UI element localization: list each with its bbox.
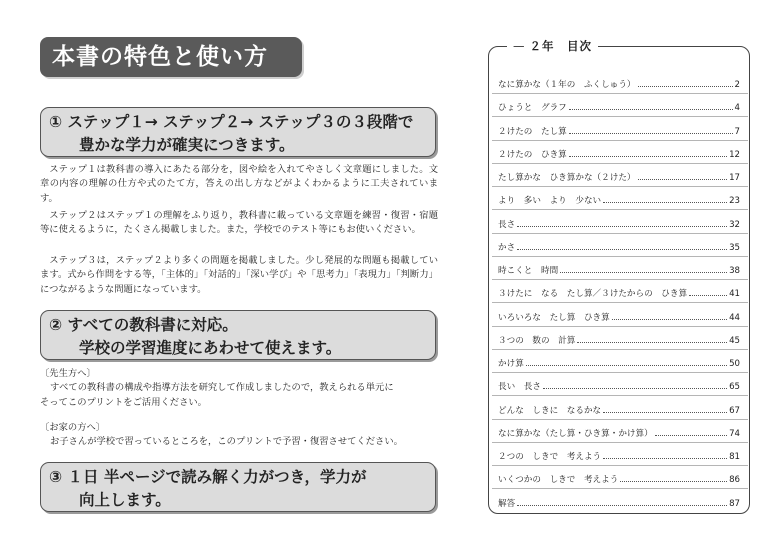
toc-item-page: 17 [729,173,740,183]
step1-heading-line1: ① ステップ１→ ステップ２→ ステップ３の３段階で [49,113,414,131]
toc-item-page: 41 [729,289,740,300]
parent-note-label: 〔お家の方へ〕 [40,422,106,433]
toc-item[interactable] [498,400,740,416]
toc-separator [492,488,748,489]
toc-item-title: ３つの 数の 計算 [498,335,576,346]
toc-item-title: より 多い より 少ない [498,196,602,207]
toc-leader-dots [689,295,727,296]
toc-leader-dots [577,342,727,343]
toc-leader-dots [517,249,727,250]
toc-heading-text: ２年 目次 [529,39,592,53]
toc-item-title: 時こくと 時間 [498,266,559,276]
toc-separator [492,256,748,257]
toc-item-page: 65 [729,382,740,393]
toc-separator [492,395,748,396]
step1-paragraph-1: ステップ１は教科書の導入にあたる部分を，図や絵を入れてやさしく文章題にしました。文章の内容の理解の仕方や式のたて方，答えの出し方などがよくわかるように工夫されています。 [40,164,438,204]
toc-item-title: ２つの しきで 考えよう [498,452,602,462]
toc-item[interactable] [498,190,740,206]
toc-leader-dots [517,226,727,227]
toc-leader-dots [569,133,733,134]
toc-item-page: 87 [729,498,740,509]
page-title: 本書の特色と使い方 [40,37,302,77]
toc-leader-dots [603,458,727,459]
toc-item[interactable] [498,237,740,253]
toc-item[interactable] [498,260,740,276]
toc-separator [492,116,748,117]
step3-heading-line1: ③ １日 半ページで読み解く力がつき，学力が [49,468,367,486]
toc-item-page: 12 [729,149,740,160]
toc-item-page: 32 [729,219,740,230]
step2-heading-box [40,310,436,360]
toc-leader-dots [517,505,727,506]
toc-item[interactable] [498,446,740,462]
toc-item-title: ２けたの ひき算 [498,149,567,160]
toc-item[interactable] [498,214,740,230]
toc-item-title: 長い 長さ [498,382,541,393]
toc-item-page: 35 [729,242,740,253]
toc-item-title: どんな しきに なるかな [498,405,602,416]
toc-item-title: ひょうと グラフ [498,103,567,114]
toc-leader-dots [569,156,727,157]
toc-leader-dots [655,435,727,436]
teacher-note [40,367,440,410]
teacher-note-label: 〔先生方へ〕 [40,368,96,379]
toc-item[interactable] [498,353,740,369]
toc-separator [492,233,748,234]
toc-separator [492,163,748,164]
toc-item[interactable] [498,167,740,183]
toc-item-page: 23 [729,196,740,207]
toc-item-page: 45 [729,335,740,346]
toc-item-title: なに算かな（１年の ふくしゅう） [498,80,636,90]
teacher-note-text-1: すべての教科書の構成や指導方法を研究して作成しましたので，教えられる単元に [50,382,394,394]
toc-item[interactable] [498,121,740,137]
toc-item-page: 44 [729,312,740,323]
toc-item-title: 長さ [498,219,516,230]
toc-item[interactable] [498,376,740,392]
toc-item-page: 4 [734,103,740,114]
toc-leader-dots [612,319,727,320]
toc-heading: — ２年 目次 [507,38,598,54]
toc-item-title: いくつかの しきで 考えよう [498,475,619,486]
toc-item-page: 81 [729,452,740,462]
step2-heading-line2: 学校の学習進度にあわせて使えます。 [79,339,342,357]
toc-item-page: 74 [729,428,740,439]
step3-heading-box [40,462,436,512]
parent-note [40,421,440,450]
toc-separator [492,349,748,350]
toc-item[interactable] [498,74,740,90]
toc-separator [492,442,748,443]
toc-leader-dots [638,179,728,180]
parent-note-text: お子さんが学校で習っているところを，このプリントで予習・復習させてください。 [50,436,403,448]
toc-item-title: 解答 [498,498,516,509]
toc-item-title: なに算かな（たし算・ひき算・かけ算） [498,428,653,439]
toc-separator [492,140,748,141]
toc-separator [492,93,748,94]
toc-leader-dots [560,272,727,273]
toc-item[interactable] [498,307,740,323]
toc-item-title: ３けたに なる たし算／３けたからの ひき算 [498,289,688,300]
toc-item[interactable] [498,97,740,113]
toc-item[interactable] [498,283,740,299]
step3-heading-line2: 向上します。 [79,491,171,509]
toc-item[interactable] [498,493,740,509]
toc-separator [492,419,748,420]
step1-paragraph-3: ステップ３は，ステップ２より多くの問題を掲載しました。少し発展的な問題も掲載しています。式から作問をする等，「主体的」「対話的」「深い学び」や「思考力」「表現力」「判断力」につながるような問題になっています。 [40,255,438,295]
toc-separator [492,209,748,210]
toc-leader-dots [543,388,727,389]
step1-paragraph-2: ステップ２はステップ１の理解をふり返り，教科書に載っている文章題を練習・復習・宿題等に使えるように，たくさん掲載しました。また，学校でのテスト等にもお使いください。 [40,210,438,236]
toc-item-title: かさ [498,242,516,253]
toc-leader-dots [526,365,727,366]
toc-separator [492,186,748,187]
toc-separator [492,302,748,303]
step1-heading-line2: 豊かな学力が確実につきます。 [79,136,295,154]
toc-item-page: 2 [734,80,740,90]
toc-item[interactable] [498,144,740,160]
toc-leader-dots [638,86,733,87]
toc-separator [492,465,748,466]
toc-separator [492,372,748,373]
toc-separator [492,326,748,327]
toc-item-page: 86 [729,475,740,486]
toc-item-page: 50 [729,359,740,369]
toc-separator [492,279,748,280]
toc-item[interactable] [498,330,740,346]
toc-item-title: かけ算 [498,359,524,369]
toc-item-title: いろいろな たし算 ひき算 [498,312,610,323]
toc-item[interactable] [498,469,740,485]
toc-leader-dots [603,202,727,203]
toc-leader-dots [569,109,733,110]
toc-leader-dots [603,412,727,413]
step1-heading-box [40,107,436,157]
toc-leader-dots [620,481,727,482]
toc-item-page: 38 [729,266,740,276]
toc-item-page: 7 [734,126,740,137]
toc-item-title: ２けたの たし算 [498,126,567,137]
toc-item-title: たし算かな ひき算かな（２けた） [498,173,636,183]
toc-item-page: 67 [729,405,740,416]
step2-heading-line1: ② すべての教科書に対応。 [49,316,238,334]
teacher-note-text-2: そってこのプリントをご活用ください。 [40,396,207,408]
toc-item[interactable] [498,423,740,439]
